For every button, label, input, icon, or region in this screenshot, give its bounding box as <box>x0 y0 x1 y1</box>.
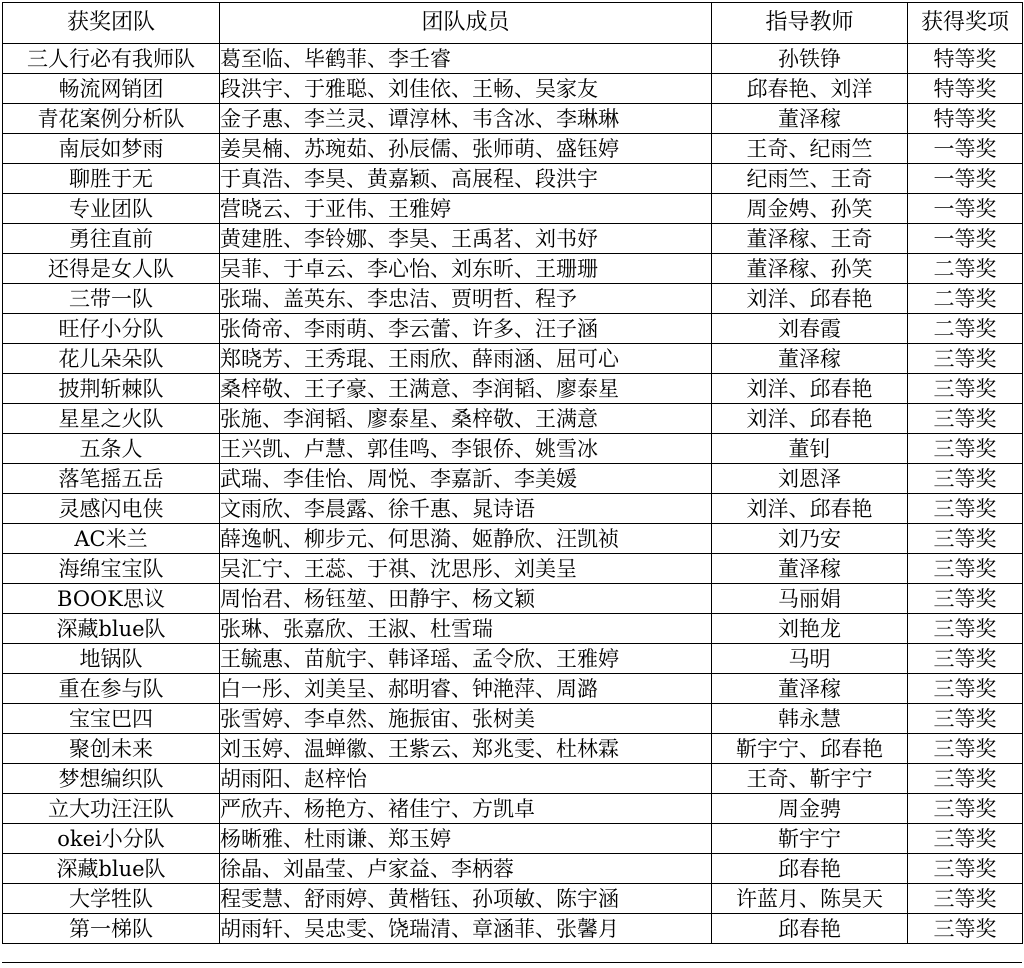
members-cell: 王兴凯、卢慧、郭佳鸣、李银侨、姚雪冰 <box>220 434 712 464</box>
award-cell: 三等奖 <box>908 344 1023 374</box>
members-cell: 郑晓芳、王秀琨、王雨欣、薛雨涵、屈可心 <box>220 344 712 374</box>
table-row <box>3 404 1023 434</box>
advisor-cell: 董泽稼 <box>712 554 908 584</box>
members-cell: 营晓云、于亚伟、王雅婷 <box>220 194 712 224</box>
table-row <box>3 644 1023 674</box>
table-row <box>3 794 1023 824</box>
awards-table <box>2 2 1023 944</box>
table-row <box>3 674 1023 704</box>
team-cell: 畅流网销团 <box>3 74 220 104</box>
team-cell: 地锅队 <box>3 644 220 674</box>
advisor-cell: 马明 <box>712 644 908 674</box>
advisor-cell: 刘洋、邱春艳 <box>712 284 908 314</box>
team-cell: 三带一队 <box>3 284 220 314</box>
advisor-cell: 靳宇宁 <box>712 824 908 854</box>
members-cell: 杨晰雅、杜雨谦、郑玉婷 <box>220 824 712 854</box>
team-cell: 重在参与队 <box>3 674 220 704</box>
award-cell: 三等奖 <box>908 884 1023 914</box>
table-row <box>3 164 1023 194</box>
team-cell: 梦想编织队 <box>3 764 220 794</box>
table-row <box>3 524 1023 554</box>
table-row <box>3 314 1023 344</box>
table-row <box>3 44 1023 74</box>
table-body <box>3 44 1023 944</box>
advisor-cell: 王奇、靳宇宁 <box>712 764 908 794</box>
award-cell: 三等奖 <box>908 854 1023 884</box>
advisor-cell: 董泽稼、孙笑 <box>712 254 908 284</box>
advisor-cell: 周金娉、孙笑 <box>712 194 908 224</box>
team-cell: okei小分队 <box>3 824 220 854</box>
award-cell: 三等奖 <box>908 584 1023 614</box>
members-cell: 薛逸帆、柳步元、何思漪、姬静欣、汪凯祯 <box>220 524 712 554</box>
advisor-cell: 刘洋、邱春艳 <box>712 374 908 404</box>
table-row <box>3 464 1023 494</box>
team-cell: 专业团队 <box>3 194 220 224</box>
table-row <box>3 224 1023 254</box>
advisor-cell: 邱春艳 <box>712 914 908 944</box>
team-cell: 聊胜于无 <box>3 164 220 194</box>
award-cell: 三等奖 <box>908 644 1023 674</box>
advisor-cell: 周金骋 <box>712 794 908 824</box>
members-cell: 张瑞、盖英东、李忠洁、贾明哲、程予 <box>220 284 712 314</box>
advisor-cell: 马丽娟 <box>712 584 908 614</box>
award-cell: 二等奖 <box>908 314 1023 344</box>
advisor-cell: 韩永慧 <box>712 704 908 734</box>
members-cell: 徐晶、刘晶莹、卢家益、李柄蓉 <box>220 854 712 884</box>
award-cell: 一等奖 <box>908 134 1023 164</box>
members-cell: 段洪宇、于雅聪、刘佳依、王畅、吴家友 <box>220 74 712 104</box>
table-row <box>3 284 1023 314</box>
members-cell: 张琳、张嘉欣、王淑、杜雪瑞 <box>220 614 712 644</box>
advisor-cell: 邱春艳、刘洋 <box>712 74 908 104</box>
members-cell: 张倚帝、李雨萌、李云蕾、许多、汪子涵 <box>220 314 712 344</box>
advisor-cell: 董泽稼 <box>712 344 908 374</box>
team-cell: 深藏blue队 <box>3 854 220 884</box>
table-row <box>3 764 1023 794</box>
team-cell: 星星之火队 <box>3 404 220 434</box>
advisor-cell: 董泽稼、王奇 <box>712 224 908 254</box>
team-cell: 海绵宝宝队 <box>3 554 220 584</box>
advisor-cell: 靳宇宁、邱春艳 <box>712 734 908 764</box>
members-cell: 张施、李润韬、廖泰星、桑梓敬、王满意 <box>220 404 712 434</box>
team-cell: 花儿朵朵队 <box>3 344 220 374</box>
award-cell: 一等奖 <box>908 164 1023 194</box>
advisor-cell: 王奇、纪雨竺 <box>712 134 908 164</box>
members-cell: 胡雨阳、赵梓怡 <box>220 764 712 794</box>
members-cell: 金子惠、李兰灵、谭淳林、韦含冰、李琳琳 <box>220 104 712 134</box>
table-header <box>3 3 1023 44</box>
team-cell: 宝宝巴四 <box>3 704 220 734</box>
team-cell: 灵感闪电侠 <box>3 494 220 524</box>
advisor-cell: 董泽稼 <box>712 674 908 704</box>
team-cell: 五条人 <box>3 434 220 464</box>
table-row <box>3 434 1023 464</box>
award-cell: 三等奖 <box>908 734 1023 764</box>
table-row <box>3 74 1023 104</box>
members-cell: 王毓惠、苗航宇、韩译瑶、孟令欣、王雅婷 <box>220 644 712 674</box>
members-cell: 葛至临、毕鹤菲、李壬睿 <box>220 44 712 74</box>
advisor-cell: 纪雨竺、王奇 <box>712 164 908 194</box>
header-members: 团队成员 <box>220 3 712 44</box>
members-cell: 吴汇宁、王蕊、于祺、沈思彤、刘美呈 <box>220 554 712 584</box>
award-cell: 三等奖 <box>908 464 1023 494</box>
team-cell: 旺仔小分队 <box>3 314 220 344</box>
advisor-cell: 刘春霞 <box>712 314 908 344</box>
bottom-rule <box>2 962 1022 963</box>
award-cell: 特等奖 <box>908 104 1023 134</box>
members-cell: 黄建胜、李铃娜、李昊、王禹茗、刘书妤 <box>220 224 712 254</box>
advisor-cell: 邱春艳 <box>712 854 908 884</box>
award-cell: 三等奖 <box>908 674 1023 704</box>
table-row <box>3 344 1023 374</box>
advisor-cell: 孙铁铮 <box>712 44 908 74</box>
award-cell: 三等奖 <box>908 914 1023 944</box>
team-cell: 落笔摇五岳 <box>3 464 220 494</box>
advisor-cell: 刘恩泽 <box>712 464 908 494</box>
advisor-cell: 董泽稼 <box>712 104 908 134</box>
table-row <box>3 494 1023 524</box>
award-cell: 三等奖 <box>908 404 1023 434</box>
award-cell: 三等奖 <box>908 524 1023 554</box>
table-row <box>3 704 1023 734</box>
members-cell: 桑梓敬、王子豪、王满意、李润韬、廖泰星 <box>220 374 712 404</box>
team-cell: 青花案例分析队 <box>3 104 220 134</box>
team-cell: 深藏blue队 <box>3 614 220 644</box>
table-row <box>3 104 1023 134</box>
table-row <box>3 584 1023 614</box>
members-cell: 严欣卉、杨艳方、褚佳宁、方凯卓 <box>220 794 712 824</box>
award-cell: 三等奖 <box>908 764 1023 794</box>
table-row <box>3 614 1023 644</box>
award-cell: 三等奖 <box>908 614 1023 644</box>
table-row <box>3 254 1023 284</box>
team-cell: 南辰如梦雨 <box>3 134 220 164</box>
table-row <box>3 914 1023 944</box>
table-row <box>3 824 1023 854</box>
members-cell: 文雨欣、李晨露、徐千惠、晁诗语 <box>220 494 712 524</box>
team-cell: 第一梯队 <box>3 914 220 944</box>
award-cell: 一等奖 <box>908 194 1023 224</box>
members-cell: 程雯慧、舒雨婷、黄楷钰、孙项敏、陈宇涵 <box>220 884 712 914</box>
award-cell: 二等奖 <box>908 254 1023 284</box>
award-cell: 二等奖 <box>908 284 1023 314</box>
members-cell: 姜昊楠、苏琬茹、孙辰儒、张师萌、盛钰婷 <box>220 134 712 164</box>
members-cell: 武瑞、李佳怡、周悦、李嘉訢、李美媛 <box>220 464 712 494</box>
award-cell: 三等奖 <box>908 434 1023 464</box>
members-cell: 白一彤、刘美呈、郝明睿、钟滟萍、周潞 <box>220 674 712 704</box>
award-cell: 三等奖 <box>908 704 1023 734</box>
table-row <box>3 854 1023 884</box>
table-row <box>3 734 1023 764</box>
award-cell: 三等奖 <box>908 824 1023 854</box>
award-cell: 三等奖 <box>908 794 1023 824</box>
award-cell: 三等奖 <box>908 494 1023 524</box>
advisor-cell: 许蓝月、陈昊天 <box>712 884 908 914</box>
award-cell: 三等奖 <box>908 374 1023 404</box>
members-cell: 张雪婷、李卓然、施振宙、张树美 <box>220 704 712 734</box>
advisor-cell: 刘洋、邱春艳 <box>712 404 908 434</box>
members-cell: 刘玉婷、温蝉徽、王紫云、郑兆雯、杜林霖 <box>220 734 712 764</box>
team-cell: 披荆斩棘队 <box>3 374 220 404</box>
team-cell: AC米兰 <box>3 524 220 554</box>
members-cell: 胡雨轩、吴忠雯、饶瑞清、章涵菲、张馨月 <box>220 914 712 944</box>
team-cell: 立大功汪汪队 <box>3 794 220 824</box>
table-row <box>3 134 1023 164</box>
table-row <box>3 374 1023 404</box>
team-cell: 还得是女人队 <box>3 254 220 284</box>
header-team: 获奖团队 <box>3 3 220 44</box>
header-advisor: 指导教师 <box>712 3 908 44</box>
advisor-cell: 刘洋、邱春艳 <box>712 494 908 524</box>
team-cell: 聚创未来 <box>3 734 220 764</box>
award-cell: 特等奖 <box>908 44 1023 74</box>
advisor-cell: 刘乃安 <box>712 524 908 554</box>
team-cell: 勇往直前 <box>3 224 220 254</box>
award-cell: 一等奖 <box>908 224 1023 254</box>
table-row <box>3 554 1023 584</box>
advisor-cell: 刘艳龙 <box>712 614 908 644</box>
members-cell: 周怡君、杨钰堃、田静宇、杨文颖 <box>220 584 712 614</box>
table-row <box>3 194 1023 224</box>
table-row <box>3 884 1023 914</box>
members-cell: 于真浩、李昊、黄嘉颖、高展程、段洪宇 <box>220 164 712 194</box>
header-award: 获得奖项 <box>908 3 1023 44</box>
advisor-cell: 董钊 <box>712 434 908 464</box>
award-cell: 特等奖 <box>908 74 1023 104</box>
members-cell: 吴菲、于卓云、李心怡、刘东昕、王珊珊 <box>220 254 712 284</box>
team-cell: 三人行必有我师队 <box>3 44 220 74</box>
team-cell: BOOK思议 <box>3 584 220 614</box>
award-cell: 三等奖 <box>908 554 1023 584</box>
team-cell: 大学牲队 <box>3 884 220 914</box>
header-row <box>3 3 1023 44</box>
